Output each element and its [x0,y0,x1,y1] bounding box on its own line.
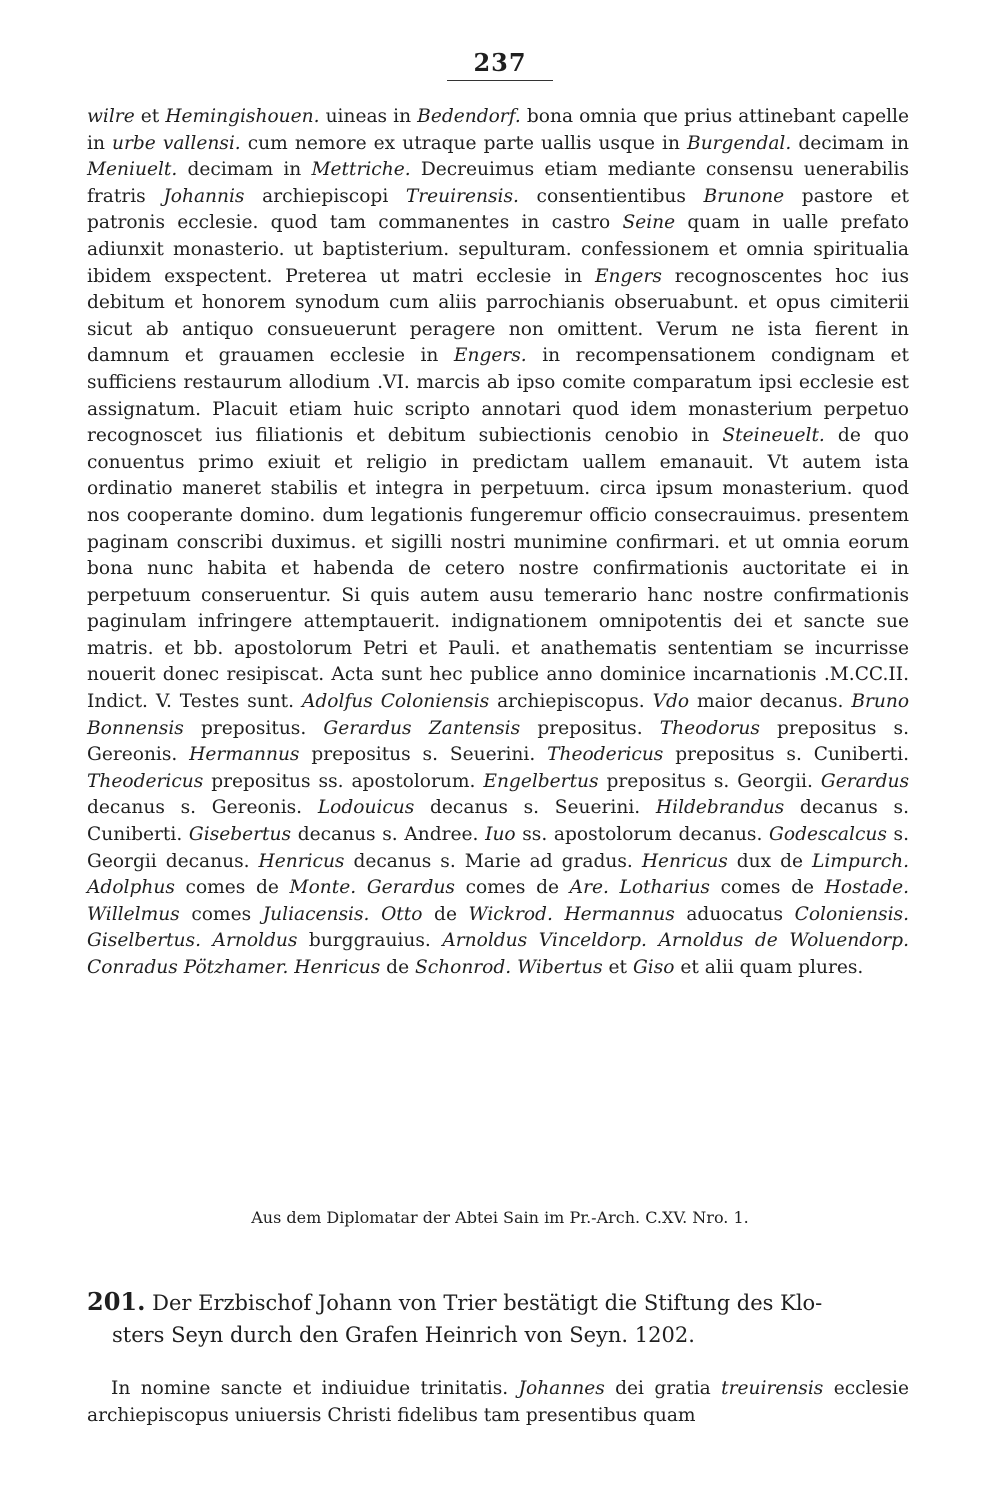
italic-name-run: Iuo [485,824,516,846]
italic-name-run: Adolfus Coloniensis [301,691,490,713]
document-heading [87,1286,909,1351]
text-run: prepositus. [183,717,324,739]
text-run: burggrauius. [297,930,443,952]
text-run: decanus s. Seuerini. [414,797,656,819]
text-run: de quo conuentus primo exiuit et religio in predictam uallem emanauit. Vt autem ista ordinatio maneret stabilis et integra in perpetuum. circa ipsum monasterium. quod nos cooperante domino. dum legationis fungeremur officio consecrauimus. presentem paginam conscribi duximus. et sigilli nostri munimine confirmari. et ut omnia eorum bona nunc habita et habenda de cetero nostre confirmationis auctoritate ei in perpetuum conseruentur. Si quis autem ausu temerario hanc nostre confirmationis paginulam infringere attemptauerit. indignationem omnipotentis dei et sancte sue matris. et bb. apostolorum Petri et Pauli. et anathematis sententiam se incurrisse nouerit donec resipiscat. Acta sunt hec publice anno dominice incarnationis .M.CC.II. Indict. V. Testes sunt. [87,425,909,713]
text-run: uineas in [319,106,418,127]
italic-name-run: Johannis [163,185,245,207]
text-run: Decreuimus etiam mediante consensu uenerabilis fratris [87,159,909,207]
italic-name-run: Giselbertus. [87,930,201,952]
text-run: archiepiscopi [244,185,406,207]
italic-name-run: Limpurch. [812,850,909,872]
text-run: et [602,957,633,978]
text-run: prepositus ss. apostolorum. [203,770,484,792]
italic-name-run: Are. [569,877,609,899]
italic-name-run: Conradus Pötzhamer. [87,957,289,978]
italic-name-run: Godescalcus [769,824,887,846]
text-run: aduocatus [674,903,795,925]
text-run: s. Georgii decanus. [87,824,909,872]
text-run: prepositus. [520,717,660,739]
text-run: decimam in [177,159,312,181]
text-run: ss. apostolorum decanus. [515,824,770,846]
text-run: quam in ualle prefato adiunxit monasterio. ut baptisterium. sepulturam. confessionem et omnia spiritualia ibidem exspectent. Preterea ut matri ecclesie in [87,212,909,287]
text-run [201,930,213,951]
italic-name-run: Johannes [518,1378,605,1399]
text-run: comes de [454,877,570,899]
text-run: dux de [727,850,812,872]
italic-name-run: Wickrod. [468,903,553,925]
text-run: prepositus s. Seuerini. [299,744,548,766]
next-document-text [87,1376,909,1429]
text-run [647,930,659,951]
italic-name-run: Theodericus [547,744,664,766]
italic-name-run: Vdo [652,691,690,713]
document-title-line-2: sters Seyn durch den Grafen Heinrich von Seyn. [112,1323,629,1347]
text-run [369,904,381,925]
italic-name-run: Brunone [703,185,785,207]
italic-name-run: Theodorus [659,717,760,739]
italic-name-run: Bruno Bonnensis [87,691,910,739]
text-run: comes de [709,877,825,899]
italic-name-run: Henricus [641,850,728,872]
text-run: decanus s. Gereonis. [87,797,318,819]
italic-name-run: Hermannus [564,903,675,925]
text-run: de [422,903,469,925]
text-run: pastore et patronis ecclesie. quod tam commanentes in castro [87,185,909,234]
italic-name-run: treuirensis [721,1378,824,1399]
document-year: 1202. [634,1323,695,1347]
italic-name-run: Gisebertus [188,824,292,846]
italic-name-run: Arnoldus Vinceldorp. [442,930,647,952]
italic-name-run: Bedendorf. [417,106,521,127]
source-note: Aus dem Diplomatar der Abtei Sain im Pr.-Arch. C.XV. Nro. 1. [251,1208,749,1227]
italic-name-run: Wibertus [517,957,603,978]
text-run: decanus s. Cuniberti. [87,797,909,846]
italic-name-run: Treuirensis. [405,185,519,207]
document-title-line-1: Der Erzbischof Johann von Trier bestätigt die Stiftung des Klo- [152,1291,823,1315]
italic-name-run: Gerardus [366,877,455,899]
text-run: decanus s. Andree. [291,824,486,846]
document-body-text [87,104,909,982]
italic-name-run: Hostade. [824,877,909,899]
text-run: prepositus s. Georgii. [598,770,821,792]
italic-name-run: Arnoldus [212,930,298,952]
italic-name-run: Willelmus [87,903,180,925]
italic-name-run: Monte. [289,877,357,899]
italic-name-run: Steineuelt. [722,425,825,447]
italic-name-run: Meniuelt. [87,159,178,181]
italic-name-run: Otto [381,903,423,925]
italic-name-run: Engelbertus [483,770,599,792]
italic-name-run: Mettriche. [311,159,411,181]
text-run [553,904,565,925]
italic-name-run: Gerardus Zantensis [323,717,521,739]
italic-name-run: Hemingishouen. [165,106,320,127]
page-number-rule [447,80,553,81]
italic-name-run: Hildebrandus [655,797,785,819]
text-run: comes de [174,877,290,899]
italic-name-run: Coloniensis. [794,903,909,925]
text-run: archiepiscopus. [489,691,653,713]
page-number: 237 [473,48,527,77]
text-run: maior decanus. [689,691,852,713]
text-run: ecclesie archiepiscopus uniuersis Christi fidelibus tam presentibus quam [87,1378,909,1426]
text-run: et [134,106,166,127]
italic-name-run: Hermannus [189,744,300,766]
text-run: In nomine sancte et indiuidue trinitatis. [111,1378,519,1399]
italic-name-run: Henricus [294,957,381,978]
italic-name-run: Burgendal. [687,132,792,154]
italic-name-run: Juliacensis. [262,903,370,925]
text-run: comes [179,903,263,925]
italic-name-run: Arnoldus de Woluendorp. [658,930,909,952]
italic-name-run: urbe vallensi. [112,132,241,154]
text-run: in recompensationem condignam et sufficiens restaurum allodium .VI. marcis ab ipso comite comparatum ipsi ecclesie est assignatum. Placuit etiam huic scripto annotari quod idem monasterium perpetuo recognoscet ius filiationis et debitum subiectionis cenobio in [87,345,909,447]
text-run: consentientibus [518,185,704,207]
italic-name-run: Giso [632,957,675,978]
italic-name-run: Lodouicus [317,797,415,819]
text-run: decanus s. Marie ad gradus. [344,850,642,872]
text-run: decimam in [791,132,909,154]
text-run: prepositus s. Gereonis. [87,717,909,766]
italic-name-run: Schonrod. [415,957,512,978]
text-run: recognoscentes hoc ius debitum et honorem synodum cum aliis parrochianis obseruabunt. et opus cimiterii sicut ab antiquo consueuerunt peragere non omittent. Verum ne ista fierent in damnum et grauamen ecclesie in [87,265,909,367]
italic-name-run: wilre [87,106,135,127]
italic-name-run: Gerardus [820,770,909,792]
text-run: et alii quam plures. [674,957,864,978]
italic-name-run: Engers. [453,345,527,367]
text-run [609,877,620,898]
italic-name-run: Theodericus [87,770,204,792]
text-run: cum nemore ex utraque parte uallis usque in [240,132,688,154]
italic-name-run: Henricus [258,850,345,872]
text-run [356,877,367,898]
italic-name-run: Lotharius [619,877,710,899]
text-run: de [380,957,415,978]
document-number: 201. [87,1287,146,1316]
text-run: prepositus s. Cuniberti. [663,744,909,766]
italic-name-run: Seine [622,212,676,234]
text-run: dei gratia [604,1378,722,1399]
italic-name-run: Adolphus [87,877,175,899]
italic-name-run: Engers [594,265,662,287]
text-run: bona omnia que prius attinebant capelle in [87,106,910,154]
